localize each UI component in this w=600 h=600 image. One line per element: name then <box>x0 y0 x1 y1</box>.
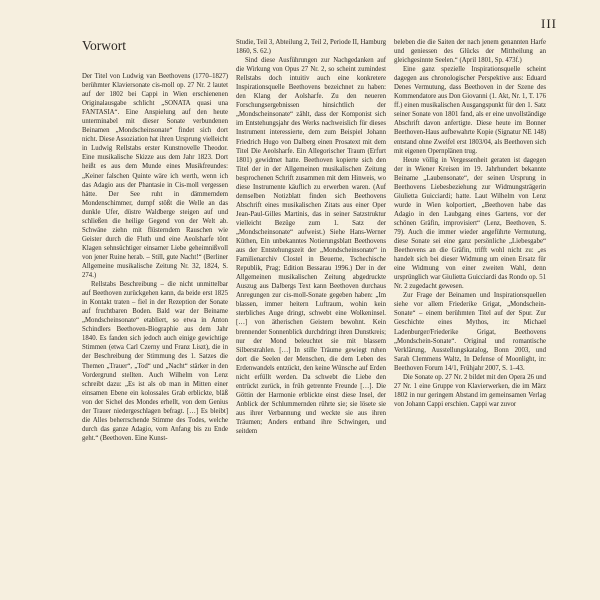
paragraph: Eine ganz spezielle Inspirationsquelle scheint dagegen aus chronologischer Perspektive aus: Eduard Denes Vermutung, dass Beethoven in der Szene des Kommendatore aus Don Giovanni (1. Akt, Nr. 1, T. 176 ff.) einen musikalischen Ausgangspunkt für den 1. Satz seiner Sonate von 1801 fand, als er eine unvollständige Abschrift davon anfertigte. Diese heute im Bonner Beethoven-Haus aufbewahrte Kopie (Signatur NE 148) entstand ohne Zweifel erst 1803/04, als Beethoven sich mit eigenen Opernplänen trug. <box>394 66 546 155</box>
text-column-2 <box>236 38 386 592</box>
paragraph: Sind diese Ausführungen zur Nachgedanken auf die Wirkung von Opus 27 Nr. 2, so scheint zumindest Rellstabs doch intuitiv auch eine konkretere Inspirationsquelle Beethovens bezeichnet zu haben: den Klang der Aolsharfe. Zu den neueren Forschungsergebnissen hinsichtlich der „Mondscheinsonate“ zählt, dass der Komponist sich im Entstehungsjahr des Werks nachweislich für dieses Instrument interessierte, dem zum Beispiel Johann Friedrich Hugo von Dalberg einen Prosatext mit dem Titel Die Aeolsharfe. Ein Allegorischer Traum (Erfurt 1801) gewidmet hatte. Beethoven kopierte sich den Titel der in der Allgemeinen musikalischen Zeitung besprochenen Schrift zusammen mit dem Hinweis, wo diese Instrumente käuflich zu erwerben waren. (Auf demselben Notizblatt finden sich Beethovens Abschrift eines musikalischen Zitats aus einer Oper Jean-Paul-Gilles Martinis, das in seiner Satzstruktur vielleicht Bezüge zum 1. Satz der „Mondscheinsonate“ aufweist.) Siehe Hans-Werner Küthen, Ein unbekanntes Notierungsblatt Beethovens aus der Entstehungszeit der „Mondscheinsonate“ in Familienarchiv Clostel in Beuerne, Tschechische Republik, Prag; Edition Bessarau 1996.) Der in der Allgemeinen musikalischen Zeitung abgedruckte Auszug aus Dalbergs Text kann Beethoven durchaus Anregungen zur cis-moll-Sonate gegeben haben: „Im blassen, immer heitern Luftraum, wohin kein sterbliches Auge dringt, schwebt eine Wolkeninsel. […] von ätherischen Geistern bewohnt. Kein brennender Sonnenblick durchdringt ihren Dunstkreis; nur der Mond beleuchtet sie mit blassem Silberstrahlen. […] In stille Träume gewiegt ruhen dort die Seelen der Menschen, die dem Leben des Erdenwandels entzückt, den keine Wünsche auf Erden nicht erfüllt werden. Da schwebt die Liebe den entrückt zurück, in früh getrennte Freunde […]. Die Göttin der Harmonie erblickte einst diese Insel, der Anblick der Schlummernden rührte sie; sie lösete sie aus ihrer Verbannung und weckte sie aus ihren Träumen; Anders entband ihre Schwingen, und seitdem <box>236 57 386 436</box>
text-column-1 <box>82 72 228 592</box>
page-number: III <box>541 16 557 31</box>
paragraph: Zur Frage der Beinamen und Inspirationsquellen siehe vor allem Friederike Grigat, „Mondschein-Sonate“ – einem berühmten Titel auf der Spur. Zur Geschichte eines Mythos, in: Michael Ladenburger/Friederike Grigat, Beethovens „Mondschein-Sonate“. Original und romantische Verklärung, Ausstellungskatalog, Bonn 2003, und Sarah Clemmens Waltz, In Defense of Moonlight, in: Beethoven Forum 14/1, Frühjahr 2007, S. 1–43. <box>394 292 546 372</box>
paragraph: Die Sonate op. 27 Nr. 2 bildet mit den Opera 26 und 27 Nr. 1 eine Gruppe von Klavierwerken, die im März 1802 in nur geringem Abstand im gemeinsamen Verlag von Johann Cappi erschien. Cappi war zuvor <box>394 373 546 408</box>
paragraph: Studie, Teil 3, Abteilung 2, Teil 2, Periode II, Hamburg 1860, S. 62.) <box>236 39 386 56</box>
paragraph: beleben die die Saiten der nach jenem genannten Harfe und geniessen des Glücks der Mittheilung an gleichgesinnte Seelen.“ (April 1801, Sp. 473f.) <box>394 39 546 65</box>
paragraph: Rellstabs Beschreibung – die nicht unmittelbar auf Beethoven zurückgehen kann, da beide erst 1825 in Kontakt traten – fiel in der Rezeption der Sonate auf fruchtbaren Boden. Bald war der Beiname „Mondscheinsonate“ etabliert, so etwa in Anton Schindlers Beethoven-Biographie aus dem Jahr 1840. Es fanden sich jedoch auch einige gewichtige Stimmen (etwa Carl Czerny und Franz Liszt), die in der Beschreibung der Stimmung des 1. Satzes die Themen „Trauer“, „Tod“ und „Nacht“ stärker in den Vordergrund stellten. Auch Wilhelm von Lenz schreibt dazu: „Es ist als ob man in Mitten einer einsamen Ebene ein kolossales Grab erblickte, bläß von der Sichel des Mondes erhellt, von dem Genius der Trauer niedergeschlagen befragt. […] Es bleibt] die Alles beherrschende Stimme des Todes, welche durch das ganze Adagio, vom Anfang bis zu Ende geht.“ (Beethoven. Eine Kunst- <box>82 281 228 442</box>
paragraph: Heute völlig in Vergessenheit geraten ist dagegen der in Wiener Kreisen im 19. Jahrhundert bekannte Beiname „Laubensonate“, der seinen Ursprung in Beethovens Liebesbeziehung zur Widmungsträgerin Giulietta Guicciardi; hatte. Laut Wilhelm von Lenz wurde in Wien kolportiert, „Beethoven habe das Adagio in den Laubgang eines Gartens, vor der schönen Gräfin, improvisiert“ (Lenz, Beethoven, S. 79). Auch die immer wieder angeführte Vermutung, diese Sonate sei eine ganz persönliche „Liebesgabe“ Beethovens an die Gräfin, trifft wohl nicht zu: „es handelt sich bei dieser Widmung um einen Ersatz für eine Widmung von einer zweiten Wahl, denn ursprünglich war Giulietta Guicciardi das Rondo op. 51 Nr. 2 zugedacht gewesen. <box>394 156 546 291</box>
text-column-3 <box>394 38 546 592</box>
paragraph: Der Titel von Ludwig van Beethovens (1770–1827) berühmter Klaviersonate cis-moll op. 27 Nr. 2 lautet auf der 1802 bei Cappi in Wien erschienenen Originalausgabe schlicht „SONATA quasi una FANTASIA“. Eine Anspielung auf den heute unterminabel mit dieser Sonate verbundenen Beinamen „Mondscheinsonate“ findet sich dort nicht. Diese Assoziation hat ihren Ursprung vielleicht in Ludwig Rellstabs erster Kunstnovelle Theodor. Eine musikalische Skizze aus dem Jahr 1823. Dort heißt es aus dem Munde eines Musikfreundes: „Keiner falschen Quinte wäre ich werth, wenn ich das Adagio aus der Phantasie in Cis-moll vergessen hätte. Der See ruht in dämmerndem Mondenschimmer, dumpf stößt die Welle an das dunkle Ufer, düstre Waldberge steigen auf und schließen die heilige Gegend von der Welt ab. Schwäne ziehn mit flüsterndem Rauschen wie Geister durch die Fluth und eine Aeolsharfe tönt Klagen sehnsüchtiger einsamer Liebe geheimnißvoll von jener Ruine herab. – Still, gute Nacht!“ (Berliner Allgemeine musikalische Zeitung Nr. 32, 1824, S. 274.) <box>82 73 228 280</box>
page-title: Vorwort <box>82 38 127 53</box>
